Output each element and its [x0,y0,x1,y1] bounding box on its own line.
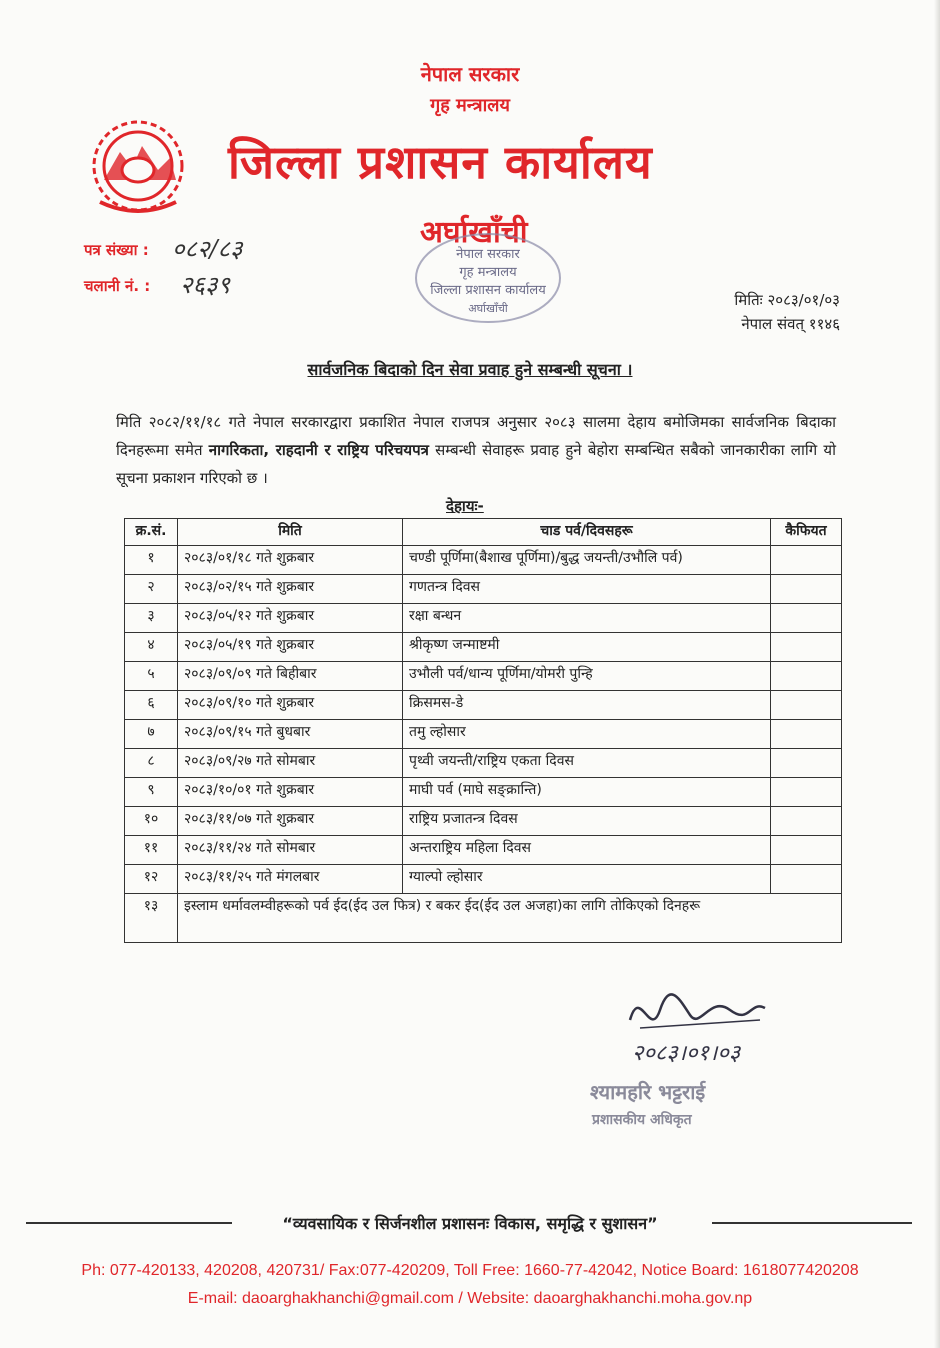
footer-motto: “व्यवसायिक र सिर्जनशील प्रशासनः विकास, समृद्धि र सुशासन” [282,1214,658,1233]
header-date: मिति [178,519,403,546]
signature-date: २०८३।०१।०३ [632,1041,741,1066]
row-sn: ३ [125,604,178,633]
holiday-table-body [125,546,842,943]
header-remarks: कैफियत [771,519,842,546]
officer-title-stamp: प्रशासकीय अधिकृत [592,1112,692,1128]
row-date: २०८३/११/२५ गते मंगलबार [178,865,403,894]
patra-sankhya-value: ०८२/८३ [172,235,243,263]
table-row [125,865,842,894]
table-row [125,836,842,865]
table-row [125,720,842,749]
body-part-2: सम्बन्धी सेवाहरू प्रवाह हुने बेहोरा सम्बन्धित सबैको जानकारीका लागि यो सूचना प्रकाशन गरिएको छ । [116,441,836,487]
row-sn: ९ [125,778,178,807]
table-row [125,546,842,575]
row-remark [771,720,842,749]
holiday-table [124,518,842,943]
chalani-value: २६३९ [180,271,230,299]
row-date: २०८३/०५/१२ गते शुक्रबार [178,604,403,633]
officer-name-stamp: श्यामहरि भट्टराई [590,1080,706,1104]
row-13-text: इस्लाम धर्मावलम्वीहरूको पर्व ईद(ईद उल फित्र) र बकर ईद(ईद उल अजहा)का लागि तोकिएको दिनहरू [178,894,842,943]
table-row [125,749,842,778]
row-date: २०८३/०९/२७ गते सोमबार [178,749,403,778]
government-name: नेपाल सरकार [420,62,520,86]
row-sn: १२ [125,865,178,894]
table-row [125,778,842,807]
table-row [125,575,842,604]
patra-sankhya-label: पत्र संख्या : [84,241,149,259]
seal-line-2: गृह मन्त्रालय [459,265,517,280]
row-festival: गणतन्त्र दिवस [403,575,771,604]
seal-line-1: नेपाल सरकार [456,247,520,262]
row-remark [771,836,842,865]
row-sn: ४ [125,633,178,662]
row-festival: क्रिसमस-डे [403,691,771,720]
row-festival: रक्षा बन्धन [403,604,771,633]
row-festival: श्रीकृष्ण जन्माष्टमी [403,633,771,662]
page-edge-shadow [934,0,940,1348]
row-date: २०८३/०२/१५ गते शुक्रबार [178,575,403,604]
handwritten-signature [610,980,780,1074]
row-date: २०८३/०५/१९ गते शुक्रबार [178,633,403,662]
row-remark [771,778,842,807]
footer-email-website: E-mail: daoarghakhanchi@gmail.com / Website: daoarghakhanchi.moha.gov.np [187,1290,753,1307]
district-name: अर्घाखाँची [420,215,528,250]
table-row [125,633,842,662]
row-festival: ग्याल्पो ल्होसार [403,865,771,894]
table-row [125,691,842,720]
row-remark [771,604,842,633]
office-name: जिल्ला प्रशासन कार्यालय [228,135,653,189]
table-row-last [125,894,842,943]
row-sn: ६ [125,691,178,720]
row-date: २०८३/०१/१८ गते शुक्रबार [178,546,403,575]
row-remark [771,691,842,720]
row-remark [771,749,842,778]
row-sn: १० [125,807,178,836]
office-seal-stamp [408,228,568,332]
row-remark [771,662,842,691]
nepal-sambat: नेपाल संवत् ११४६ [741,315,840,333]
body-part-1: मिति २०८२/११/१८ गते नेपाल सरकारद्वारा प्रकाशित नेपाल राजपत्र अनुसार २०८३ सालमा देहाय बमोजिमका सार्वजनिक बिदाका दिनहरूमा समेत [116,413,836,459]
body-bold-services: नागरिकता, राहदानी र राष्ट्रिय परिचयपत्र [208,441,429,459]
row-sn: ८ [125,749,178,778]
row-sn: २ [125,575,178,604]
row-remark [771,546,842,575]
table-row [125,807,842,836]
row-festival: चण्डी पूर्णिमा(बैशाख पूर्णिमा)/बुद्ध जयन्ती/उभौलि पर्व) [403,546,771,575]
row-festival: राष्ट्रिय प्रजातन्त्र दिवस [403,807,771,836]
notice-body [116,408,836,492]
row-festival: तमु ल्होसार [403,720,771,749]
row-13-sn: १३ [125,894,178,943]
seal-line-4: अर्घाखाँची [468,302,508,315]
row-sn: ७ [125,720,178,749]
row-date: २०८३/१०/०१ गते शुक्रबार [178,778,403,807]
row-sn: ५ [125,662,178,691]
row-festival: पृथ्वी जयन्ती/राष्ट्रिय एकता दिवस [403,749,771,778]
table-row [125,662,842,691]
row-remark [771,575,842,604]
footer-contact: Ph: 077-420133, 420208, 420731/ Fax:077-420209, Toll Free: 1660-77-42042, Notice Board: 1618077420208 [81,1262,859,1279]
notice-subject: सार्वजनिक बिदाको दिन सेवा प्रवाह हुने सम्बन्धी सूचना । [307,360,633,379]
row-date: २०८३/०९/०९ गते बिहीबार [178,662,403,691]
miti-date: मितिः २०८३/०१/०३ [734,291,840,309]
nepal-government-emblem [80,110,200,224]
seal-line-3: जिल्ला प्रशासन कार्यालय [430,283,546,298]
row-remark [771,807,842,836]
dehay-heading: देहायः- [446,497,484,515]
row-festival: उभौली पर्व/धान्य पूर्णिमा/योमरी पुन्हि [403,662,771,691]
row-festival: माघी पर्व (माघे सङ्क्रान्ति) [403,778,771,807]
row-sn: १ [125,546,178,575]
row-remark [771,633,842,662]
header-festival: चाड पर्व/दिवसहरू [403,519,771,546]
row-date: २०८३/०९/१० गते शुक्रबार [178,691,403,720]
row-sn: ११ [125,836,178,865]
row-festival: अन्तराष्ट्रिय महिला दिवस [403,836,771,865]
table-row [125,604,842,633]
chalani-label: चलानी नं. : [84,277,151,295]
row-date: २०८३/११/०७ गते शुक्रबार [178,807,403,836]
row-date: २०८३/०९/१५ गते बुधबार [178,720,403,749]
header-sn: क्र.सं. [125,519,178,546]
row-remark [771,865,842,894]
ministry-name: गृह मन्त्रालय [430,95,510,116]
row-date: २०८३/११/२४ गते सोमबार [178,836,403,865]
